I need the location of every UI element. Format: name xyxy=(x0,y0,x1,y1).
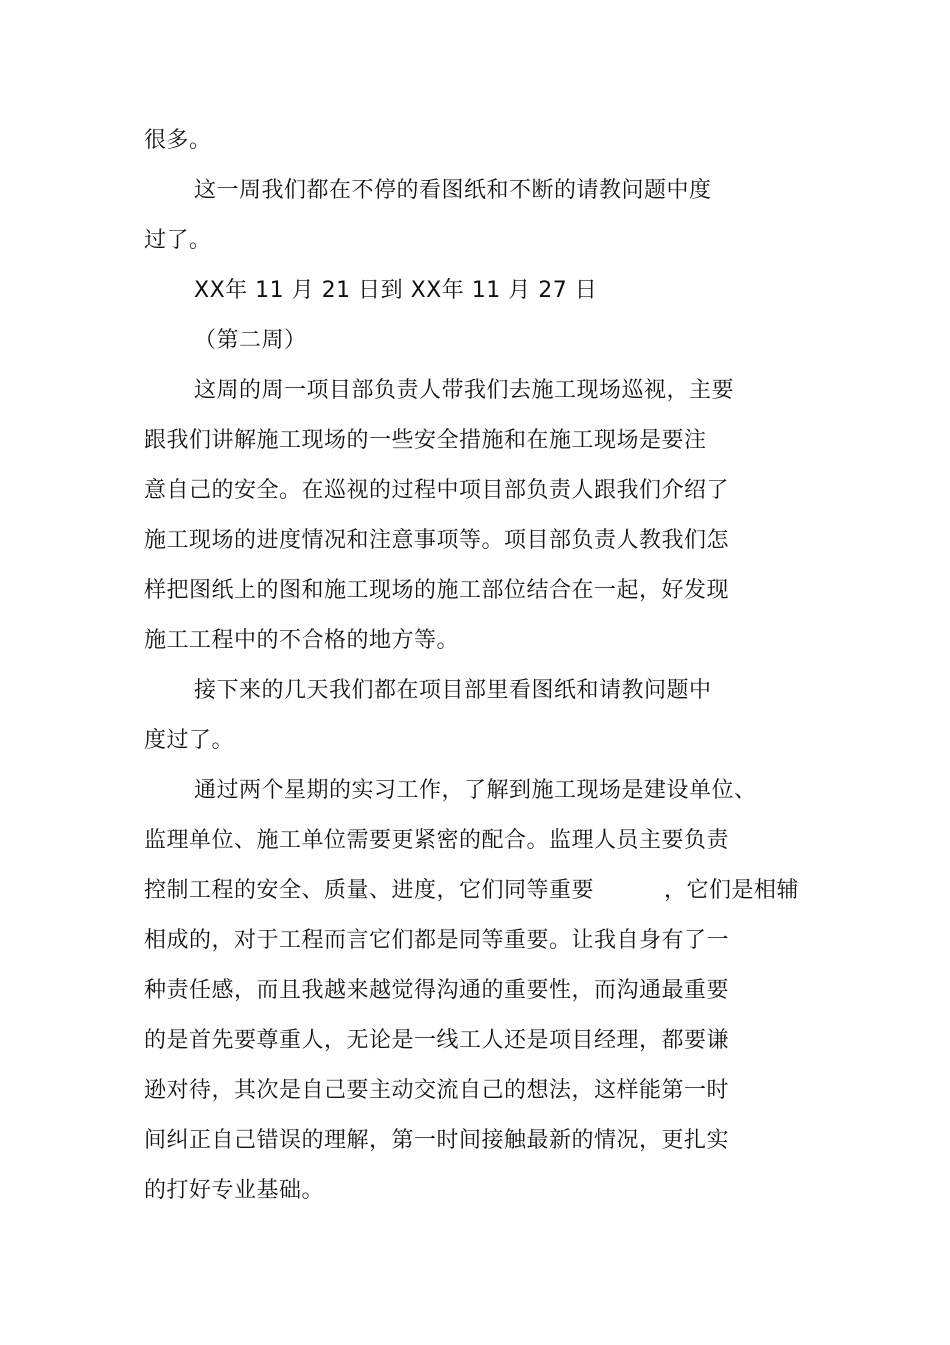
paragraph-first-line: 这一周我们都在不停的看图纸和不断的请教问题中度 xyxy=(194,178,712,203)
text-line: 逊对待，其次是自己要主动交流自己的想法，这样能第一时 xyxy=(144,1078,730,1103)
paragraph-first-line: 接下来的几天我们都在项目部里看图纸和请教问题中 xyxy=(194,678,712,703)
text-line: 过了。 xyxy=(144,228,212,253)
text-line: 跟我们讲解施工现场的一些安全措施和在施工现场是要注 xyxy=(144,428,707,453)
text-line: 的是首先要尊重人，无论是一线工人还是项目经理，都要谦 xyxy=(144,1028,730,1053)
text-line: 监理单位、施工单位需要更紧密的配合。监理人员主要负责 xyxy=(144,828,730,853)
text-line-continuation: ，它们是相辅 xyxy=(664,878,800,903)
text-line: 间纠正自己错误的理解，第一时间接触最新的情况，更扎实 xyxy=(144,1128,730,1153)
text-line: 很多。 xyxy=(144,128,212,153)
text-line: 样把图纸上的图和施工现场的施工部位结合在一起，好发现 xyxy=(144,578,730,603)
text-line: 度过了。 xyxy=(144,728,235,753)
week-heading: （第二周） xyxy=(194,328,307,353)
paragraph-first-line: 通过两个星期的实习工作，了解到施工现场是建设单位、 xyxy=(194,778,757,803)
date-range-heading: XX年 11 月 21 日到 XX年 11 月 27 日 xyxy=(194,278,598,303)
text-line: 种责任感，而且我越来越觉得沟通的重要性，而沟通最重要 xyxy=(144,978,730,1003)
paragraph-first-line: 这周的周一项目部负责人带我们去施工现场巡视，主要 xyxy=(194,378,735,403)
text-line: 意自己的安全。在巡视的过程中项目部负责人跟我们介绍了 xyxy=(144,478,730,503)
text-line: 施工工程中的不合格的地方等。 xyxy=(144,628,460,653)
text-line: 控制工程的安全、质量、进度，它们同等重要 xyxy=(144,878,595,903)
text-line: 相成的，对于工程而言它们都是同等重要。让我自身有了一 xyxy=(144,928,730,953)
text-line: 的打好专业基础。 xyxy=(144,1178,325,1203)
text-line: 施工现场的进度情况和注意事项等。项目部负责人教我们怎 xyxy=(144,528,730,553)
